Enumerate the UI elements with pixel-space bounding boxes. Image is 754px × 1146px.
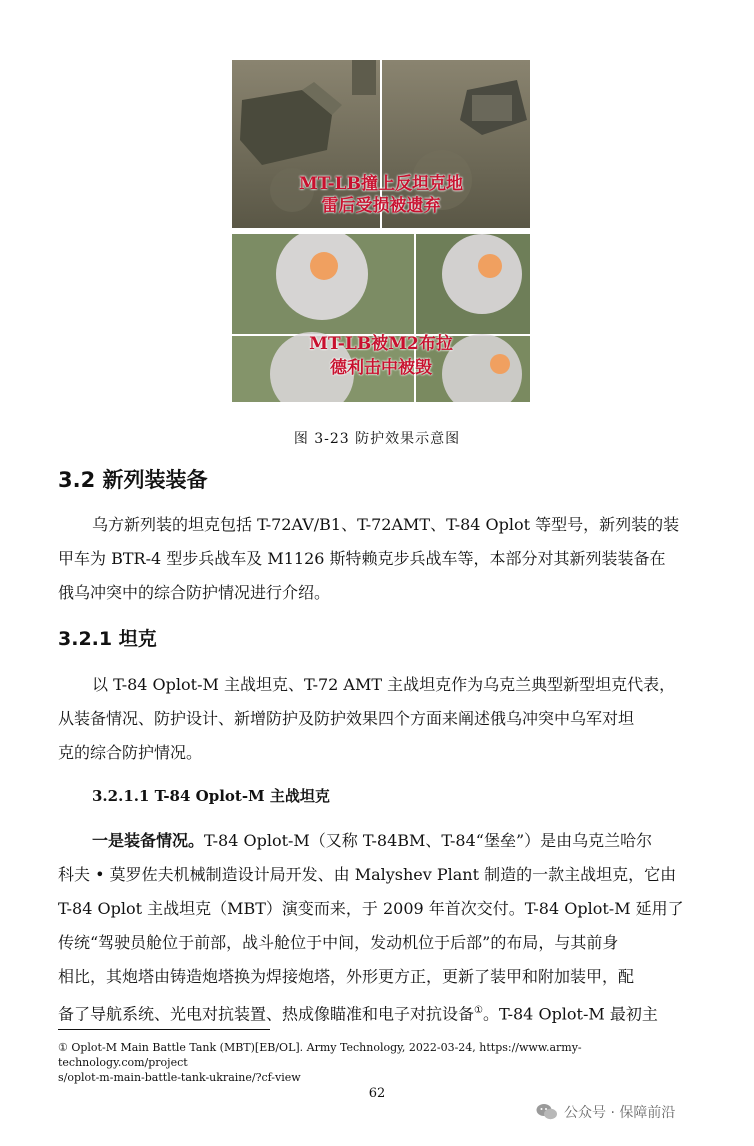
footnote-line: s/oplot-m-main-battle-tank-ukraine/?cf-view [58,1071,301,1084]
paragraph-line [58,994,708,1031]
watermark [536,1102,675,1122]
subsubsection-heading: 3.2.1.1 T-84 Oplot-M 主战坦克 [92,787,330,805]
footnote-divider [58,1029,270,1030]
paragraph-line: 俄乌冲突中的综合防护情况进行介绍。 [58,583,331,602]
lead-phrase: 一是装备情况。 [92,831,205,850]
line-text: 。T-84 Oplot-M 最初主 [482,1004,658,1024]
watermark-text: 公众号 · 保障前沿 [564,1105,676,1121]
paragraph-line: T-84 Oplot 主战坦克（MBT）演变而来，于 2009 年首次交付。T-84 Oplot-M 延用了 [58,899,684,918]
paragraph-line: 乌方新列装的坦克包括 T-72AV/B1、T-72AMT、T-84 Oplot 等型号，新列装的装 [92,515,680,534]
page-number: 62 [368,1086,386,1101]
body-paragraph [58,824,708,1031]
paragraph-line [58,824,708,858]
figure-caption: 图 3-23 防护效果示意图 [293,431,461,447]
paragraph-line: 相比，其炮塔由铸造炮塔换为焊接炮塔，外形更方正，更新了装甲和附加装甲，配 [58,967,635,986]
lead-rest: T-84 Oplot-M（又称 T-84BM、T-84“堡垒”）是由乌克兰哈尔 [204,831,653,850]
paragraph-line: 从装备情况、防护设计、新增防护及防护效果四个方面来阐述俄乌冲突中乌军对坦 [58,709,635,728]
footnote [58,1040,708,1085]
subsection-heading: 3.2.1 坦克 [58,628,157,650]
subsection-paragraph [58,668,708,770]
bottom-photo-label-line2: 德利击中被毁 [330,358,432,378]
photo-mtlb-bradley-hit [232,234,530,402]
photo-mtlb-mine-damage [232,60,530,228]
wechat-icon [536,1103,558,1121]
footnote-reference[interactable]: ① [474,1005,483,1016]
section-heading: 3.2 新列装装备 [58,468,208,492]
bottom-photo-label-line1: MT-LB被M2布拉 [309,334,453,354]
paragraph-line: 传统“驾驶员舱位于前部，战斗舱位于中间，发动机位于后部”的布局，与其前身 [58,933,619,952]
section-paragraph [58,508,708,610]
footnote-line: ① Oplot-M Main Battle Tank (MBT)[EB/OL]. Army Technology, 2022-03-24, https://www.army-technology.com/project [58,1041,582,1069]
paragraph-line: 科夫 • 莫罗佐夫机械制造设计局开发、由 Malyshev Plant 制造的一款主战坦克，它由 [58,865,677,884]
paragraph-line: 以 T-84 Oplot-M 主战坦克、T-72 AMT 主战坦克作为乌克兰典型新型坦克代表， [92,675,676,694]
paragraph-line: 甲车为 BTR-4 型步兵战车及 M1126 斯特赖克步兵战车等，本部分对其新列装装备在 [58,549,666,568]
paragraph-line: 克的综合防护情况。 [58,743,203,762]
top-photo-label-line2: 雷后受损被遗弃 [321,196,441,216]
top-photo-label-line1: MT-LB撞上反坦克地 [298,174,464,194]
line-text: 备了导航系统、光电对抗装置、热成像瞄准和电子对抗设备 [58,1004,475,1024]
figure-3-23 [232,60,530,402]
